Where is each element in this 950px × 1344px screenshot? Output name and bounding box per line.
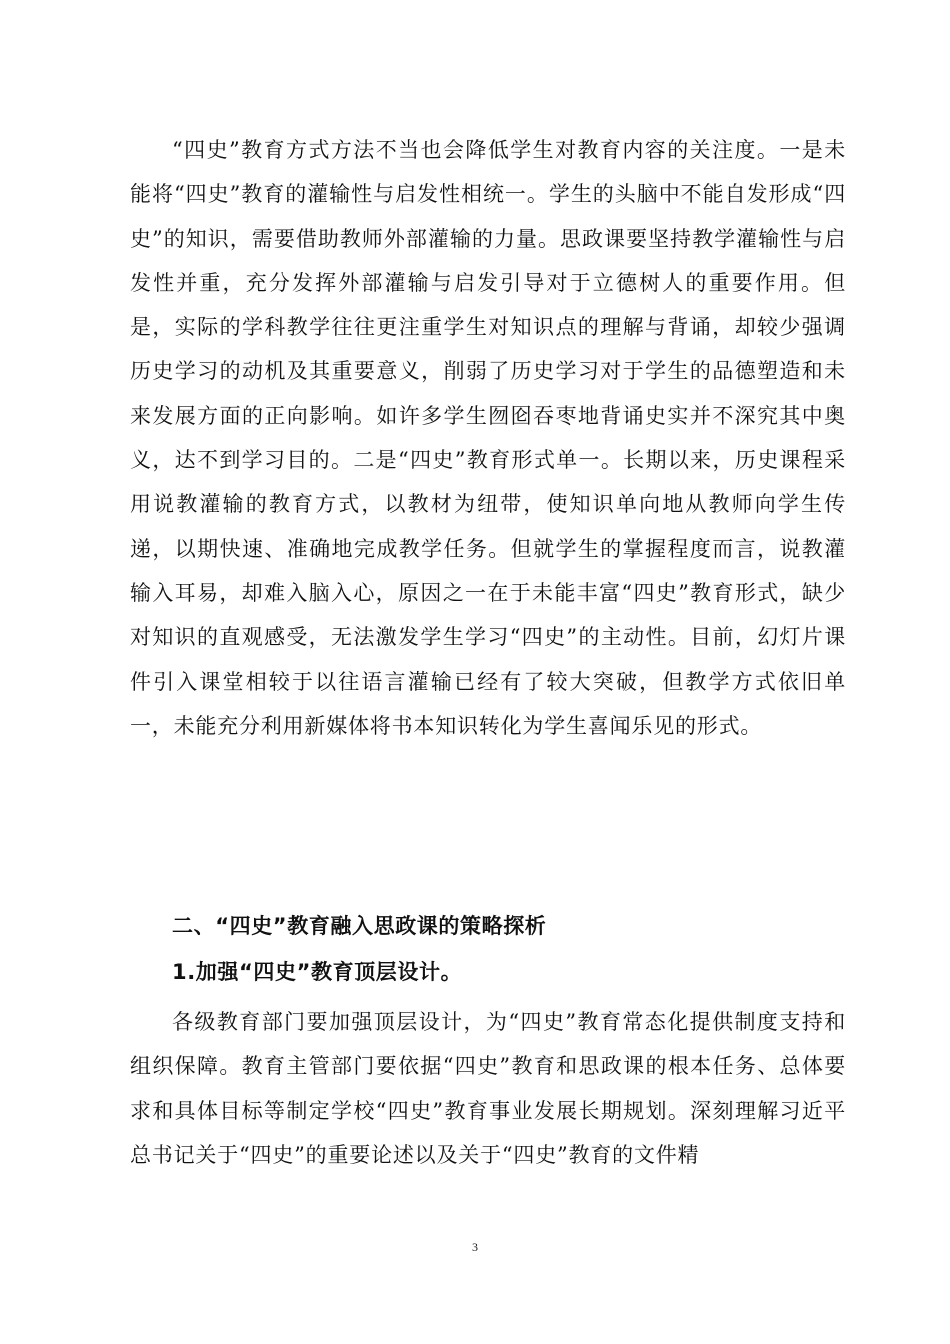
section-heading: 二、“四史”教育融入思政课的策略探析 — [172, 914, 547, 938]
body-paragraph-2: 各级教育部门要加强顶层设计，为“四史”教育常态化提供制度支持和组织保障。教育主管部门要依据“四史”教育和思政课的根本任务、总体要求和具体目标等制定学校“四史”教育事业发展长期规划。深刻理解习近平总书记关于“四史”的重要论述以及关于“四史”教育的文件精 — [130, 1010, 846, 1167]
body-paragraph-1: “四史”教育方式方法不当也会降低学生对教育内容的关注度。一是未能将“四史”教育的灌输性与启发性相统一。学生的头脑中不能自发形成“四史”的知识，需要借助教师外部灌输的力量。思政课要坚持教学灌输性与启发性并重，充分发挥外部灌输与启发引导对于立德树人的重要作用。但是，实际的学科教学往往更注重学生对知识点的理解与背诵，却较少强调历史学习的动机及其重要意义，削弱了历史学习对于学生的品德塑造和未来发展方面的正向影响。如许多学生囫囵吞枣地背诵史实并不深究其中奥义，达不到学习目的。二是“四史”教育形式单一。长期以来，历史课程采用说教灌输的教育方式，以教材为纽带，使知识单向地从教师向学生传递，以期快速、准确地完成教学任务。但就学生的掌握程度而言，说教灌输入耳易，却难入脑入心，原因之一在于未能丰富“四史”教育形式，缺少对知识的直观感受，无法激发学生学习“四史”的主动性。目前，幻灯片课件引入课堂相较于以往语言灌输已经有了较大突破，但教学方式依旧单一，未能充分利用新媒体将书本知识转化为学生喜闻乐见的形式。 — [130, 138, 846, 738]
page-number: 3 — [472, 1240, 478, 1254]
subsection-heading: 1.加强“四史”教育顶层设计。 — [172, 960, 463, 984]
